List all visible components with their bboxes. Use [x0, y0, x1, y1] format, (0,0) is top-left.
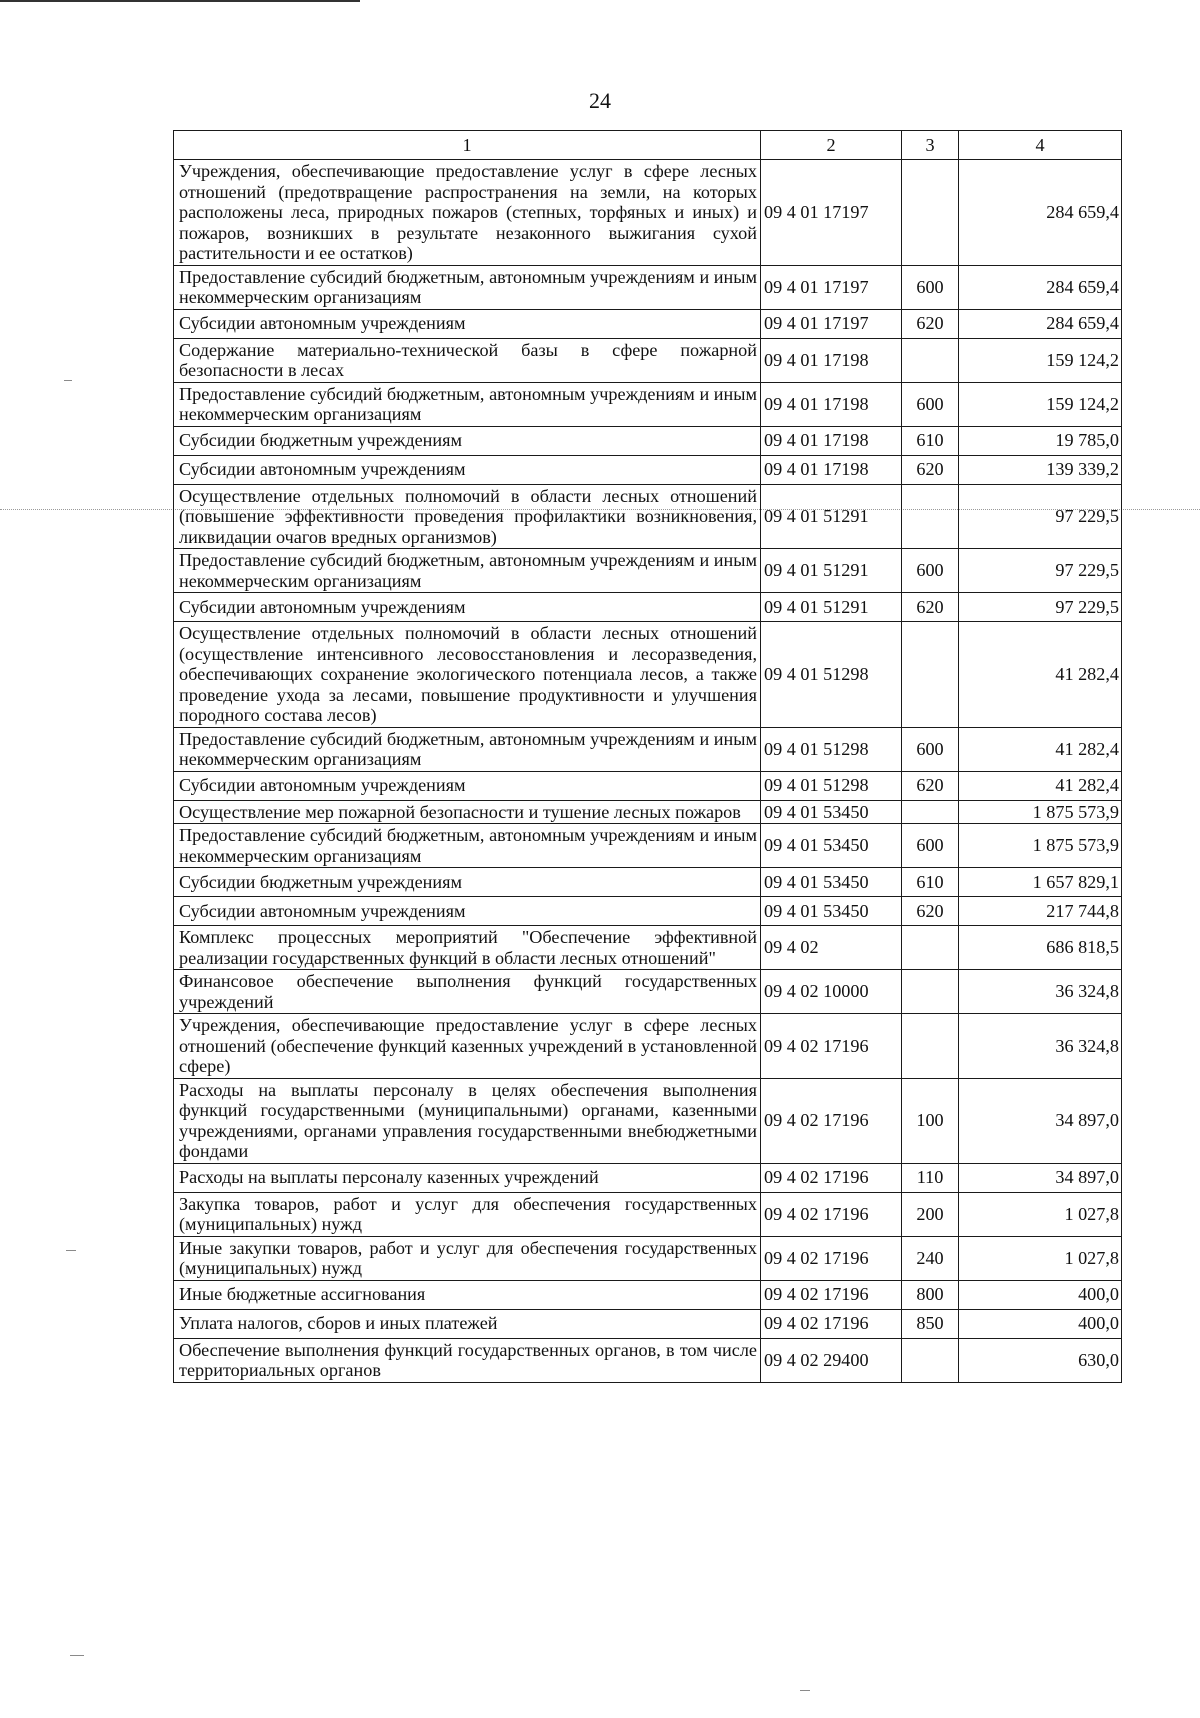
- row-code-cell: 09 4 01 17197: [761, 265, 902, 309]
- row-amount-cell: 97 229,5: [959, 484, 1122, 549]
- row-type-cell: 240: [902, 1236, 959, 1280]
- row-type-cell: 600: [902, 824, 959, 868]
- row-name-cell: Иные бюджетные ассигнования: [174, 1280, 761, 1309]
- row-amount-cell: 1 875 573,9: [959, 800, 1122, 824]
- row-amount-cell: 1 027,8: [959, 1192, 1122, 1236]
- table-row: [174, 382, 1122, 426]
- row-type-cell: 620: [902, 593, 959, 622]
- row-amount-cell: 1 657 829,1: [959, 868, 1122, 897]
- row-name-cell: Закупка товаров, работ и услуг для обеспечения государственных (муниципальных) нужд: [174, 1192, 761, 1236]
- row-code-cell: 09 4 01 51291: [761, 593, 902, 622]
- row-amount-cell: 1 027,8: [959, 1236, 1122, 1280]
- table-row: [174, 926, 1122, 970]
- row-name-cell: Субсидии бюджетным учреждениям: [174, 868, 761, 897]
- row-code-cell: 09 4 01 53450: [761, 800, 902, 824]
- row-name-cell: Учреждения, обеспечивающие предоставление услуг в сфере лесных отношений (обеспечение функций казенных учреждений в установленной сфере): [174, 1014, 761, 1079]
- scan-top-edge-rule: [0, 0, 360, 2]
- row-code-cell: 09 4 01 51298: [761, 622, 902, 728]
- row-code-cell: 09 4 02: [761, 926, 902, 970]
- row-code-cell: 09 4 01 17198: [761, 426, 902, 455]
- column-header-name: 1: [174, 131, 761, 160]
- table-row: [174, 265, 1122, 309]
- row-amount-cell: 217 744,8: [959, 897, 1122, 926]
- scan-speck: [70, 1655, 84, 1656]
- row-amount-cell: 400,0: [959, 1309, 1122, 1338]
- row-name-cell: Учреждения, обеспечивающие предоставление услуг в сфере лесных отношений (предотвращение распространения на земли, на которых расположены леса, природных пожаров (степных, торфяных и иных) и пожаров, возникших в результате незаконного выжигания сухой растительности и ее остатков): [174, 160, 761, 266]
- page-number: 24: [589, 88, 611, 113]
- row-name-cell: Осуществление мер пожарной безопасности и тушение лесных пожаров: [174, 800, 761, 824]
- row-type-cell: [902, 338, 959, 382]
- row-name-cell: Предоставление субсидий бюджетным, автономным учреждениям и иным некоммерческим организациям: [174, 265, 761, 309]
- budget-table: [173, 130, 1122, 1383]
- row-name-cell: Осуществление отдельных полномочий в области лесных отношений (повышение эффективности проведения профилактики возникновения, ликвидации очагов вредных организмов): [174, 484, 761, 549]
- row-type-cell: 800: [902, 1280, 959, 1309]
- row-type-cell: 110: [902, 1163, 959, 1192]
- table-row: [174, 1163, 1122, 1192]
- row-code-cell: 09 4 02 17196: [761, 1280, 902, 1309]
- row-name-cell: Субсидии бюджетным учреждениям: [174, 426, 761, 455]
- row-name-cell: Иные закупки товаров, работ и услуг для обеспечения государственных (муниципальных) нужд: [174, 1236, 761, 1280]
- table-row: [174, 868, 1122, 897]
- row-code-cell: 09 4 02 17196: [761, 1309, 902, 1338]
- scan-speck: [66, 1250, 76, 1251]
- row-type-cell: 610: [902, 868, 959, 897]
- row-amount-cell: 34 897,0: [959, 1078, 1122, 1163]
- row-amount-cell: 284 659,4: [959, 160, 1122, 266]
- row-type-cell: [902, 1014, 959, 1079]
- row-type-cell: [902, 926, 959, 970]
- row-code-cell: 09 4 02 17196: [761, 1014, 902, 1079]
- table-row: [174, 338, 1122, 382]
- table-row: [174, 1338, 1122, 1382]
- table-row: [174, 897, 1122, 926]
- table-row: [174, 160, 1122, 266]
- table-row: [174, 1014, 1122, 1079]
- row-code-cell: 09 4 01 51291: [761, 549, 902, 593]
- row-type-cell: 600: [902, 265, 959, 309]
- row-type-cell: 600: [902, 382, 959, 426]
- row-code-cell: 09 4 01 51298: [761, 771, 902, 800]
- row-name-cell: Финансовое обеспечение выполнения функций государственных учреждений: [174, 970, 761, 1014]
- scan-speck: [64, 380, 72, 381]
- row-code-cell: 09 4 01 17198: [761, 338, 902, 382]
- row-name-cell: Предоставление субсидий бюджетным, автономным учреждениям и иным некоммерческим организациям: [174, 727, 761, 771]
- column-header-type: 3: [902, 131, 959, 160]
- row-amount-cell: 159 124,2: [959, 382, 1122, 426]
- row-type-cell: 620: [902, 897, 959, 926]
- row-code-cell: 09 4 02 17196: [761, 1192, 902, 1236]
- row-name-cell: Субсидии автономным учреждениям: [174, 771, 761, 800]
- row-code-cell: 09 4 01 53450: [761, 897, 902, 926]
- row-name-cell: Предоставление субсидий бюджетным, автономным учреждениям и иным некоммерческим организациям: [174, 382, 761, 426]
- row-name-cell: Субсидии автономным учреждениям: [174, 455, 761, 484]
- table-row: [174, 622, 1122, 728]
- row-amount-cell: 97 229,5: [959, 593, 1122, 622]
- row-amount-cell: 36 324,8: [959, 970, 1122, 1014]
- row-code-cell: 09 4 01 17198: [761, 455, 902, 484]
- table-row: [174, 727, 1122, 771]
- row-code-cell: 09 4 02 17196: [761, 1078, 902, 1163]
- row-code-cell: 09 4 02 10000: [761, 970, 902, 1014]
- row-amount-cell: 19 785,0: [959, 426, 1122, 455]
- row-type-cell: 610: [902, 426, 959, 455]
- column-header-code: 2: [761, 131, 902, 160]
- column-header-amount: 4: [959, 131, 1122, 160]
- row-type-cell: 620: [902, 455, 959, 484]
- row-name-cell: Уплата налогов, сборов и иных платежей: [174, 1309, 761, 1338]
- row-name-cell: Предоставление субсидий бюджетным, автономным учреждениям и иным некоммерческим организациям: [174, 549, 761, 593]
- row-code-cell: 09 4 01 53450: [761, 824, 902, 868]
- table-row: [174, 309, 1122, 338]
- row-name-cell: Обеспечение выполнения функций государственных органов, в том числе территориальных органов: [174, 1338, 761, 1382]
- row-code-cell: 09 4 01 17197: [761, 160, 902, 266]
- row-code-cell: 09 4 01 51291: [761, 484, 902, 549]
- row-amount-cell: 34 897,0: [959, 1163, 1122, 1192]
- row-type-cell: 620: [902, 309, 959, 338]
- table-row: [174, 800, 1122, 824]
- row-amount-cell: 400,0: [959, 1280, 1122, 1309]
- row-type-cell: [902, 484, 959, 549]
- row-amount-cell: 1 875 573,9: [959, 824, 1122, 868]
- row-code-cell: 09 4 01 53450: [761, 868, 902, 897]
- table-row: [174, 1192, 1122, 1236]
- row-name-cell: Комплекс процессных мероприятий "Обеспечение эффективной реализации государственных функций в области лесных отношений": [174, 926, 761, 970]
- row-amount-cell: 41 282,4: [959, 771, 1122, 800]
- table-row: [174, 549, 1122, 593]
- row-amount-cell: 97 229,5: [959, 549, 1122, 593]
- row-type-cell: 850: [902, 1309, 959, 1338]
- row-type-cell: 600: [902, 727, 959, 771]
- row-amount-cell: 139 339,2: [959, 455, 1122, 484]
- row-type-cell: [902, 622, 959, 728]
- table-row: [174, 771, 1122, 800]
- table-row: [174, 426, 1122, 455]
- row-amount-cell: 686 818,5: [959, 926, 1122, 970]
- row-name-cell: Предоставление субсидий бюджетным, автономным учреждениям и иным некоммерческим организациям: [174, 824, 761, 868]
- row-amount-cell: 284 659,4: [959, 309, 1122, 338]
- row-code-cell: 09 4 01 51298: [761, 727, 902, 771]
- row-code-cell: 09 4 02 29400: [761, 1338, 902, 1382]
- row-amount-cell: 284 659,4: [959, 265, 1122, 309]
- table-row: [174, 484, 1122, 549]
- scan-speck: [800, 1690, 810, 1691]
- row-amount-cell: 159 124,2: [959, 338, 1122, 382]
- row-name-cell: Осуществление отдельных полномочий в области лесных отношений (осуществление интенсивного лесовосстановления и лесоразведения, обеспечивающих сохранение экологического потенциала лесов, а также проведение ухода за лесами, повышение продуктивности и улучшения породного состава лесов): [174, 622, 761, 728]
- row-type-cell: [902, 970, 959, 1014]
- row-type-cell: [902, 1338, 959, 1382]
- row-code-cell: 09 4 01 17197: [761, 309, 902, 338]
- row-type-cell: 600: [902, 549, 959, 593]
- table-row: [174, 593, 1122, 622]
- table-row: [174, 1236, 1122, 1280]
- row-name-cell: Содержание материально-технической базы в сфере пожарной безопасности в лесах: [174, 338, 761, 382]
- table-header-row: [174, 131, 1122, 160]
- row-amount-cell: 41 282,4: [959, 622, 1122, 728]
- table-row: [174, 1309, 1122, 1338]
- row-name-cell: Субсидии автономным учреждениям: [174, 309, 761, 338]
- row-amount-cell: 36 324,8: [959, 1014, 1122, 1079]
- row-type-cell: 100: [902, 1078, 959, 1163]
- row-name-cell: Расходы на выплаты персоналу казенных учреждений: [174, 1163, 761, 1192]
- row-name-cell: Субсидии автономным учреждениям: [174, 897, 761, 926]
- table-row: [174, 824, 1122, 868]
- row-type-cell: [902, 160, 959, 266]
- row-type-cell: 620: [902, 771, 959, 800]
- row-amount-cell: 41 282,4: [959, 727, 1122, 771]
- row-amount-cell: 630,0: [959, 1338, 1122, 1382]
- table-row: [174, 1078, 1122, 1163]
- table-row: [174, 970, 1122, 1014]
- row-type-cell: 200: [902, 1192, 959, 1236]
- row-type-cell: [902, 800, 959, 824]
- row-code-cell: 09 4 02 17196: [761, 1236, 902, 1280]
- row-code-cell: 09 4 01 17198: [761, 382, 902, 426]
- table-row: [174, 455, 1122, 484]
- row-code-cell: 09 4 02 17196: [761, 1163, 902, 1192]
- row-name-cell: Расходы на выплаты персоналу в целях обеспечения выполнения функций государственными (муниципальными) органами, казенными учреждениями, органами управления государственными внебюджетными фондами: [174, 1078, 761, 1163]
- table-row: [174, 1280, 1122, 1309]
- row-name-cell: Субсидии автономным учреждениям: [174, 593, 761, 622]
